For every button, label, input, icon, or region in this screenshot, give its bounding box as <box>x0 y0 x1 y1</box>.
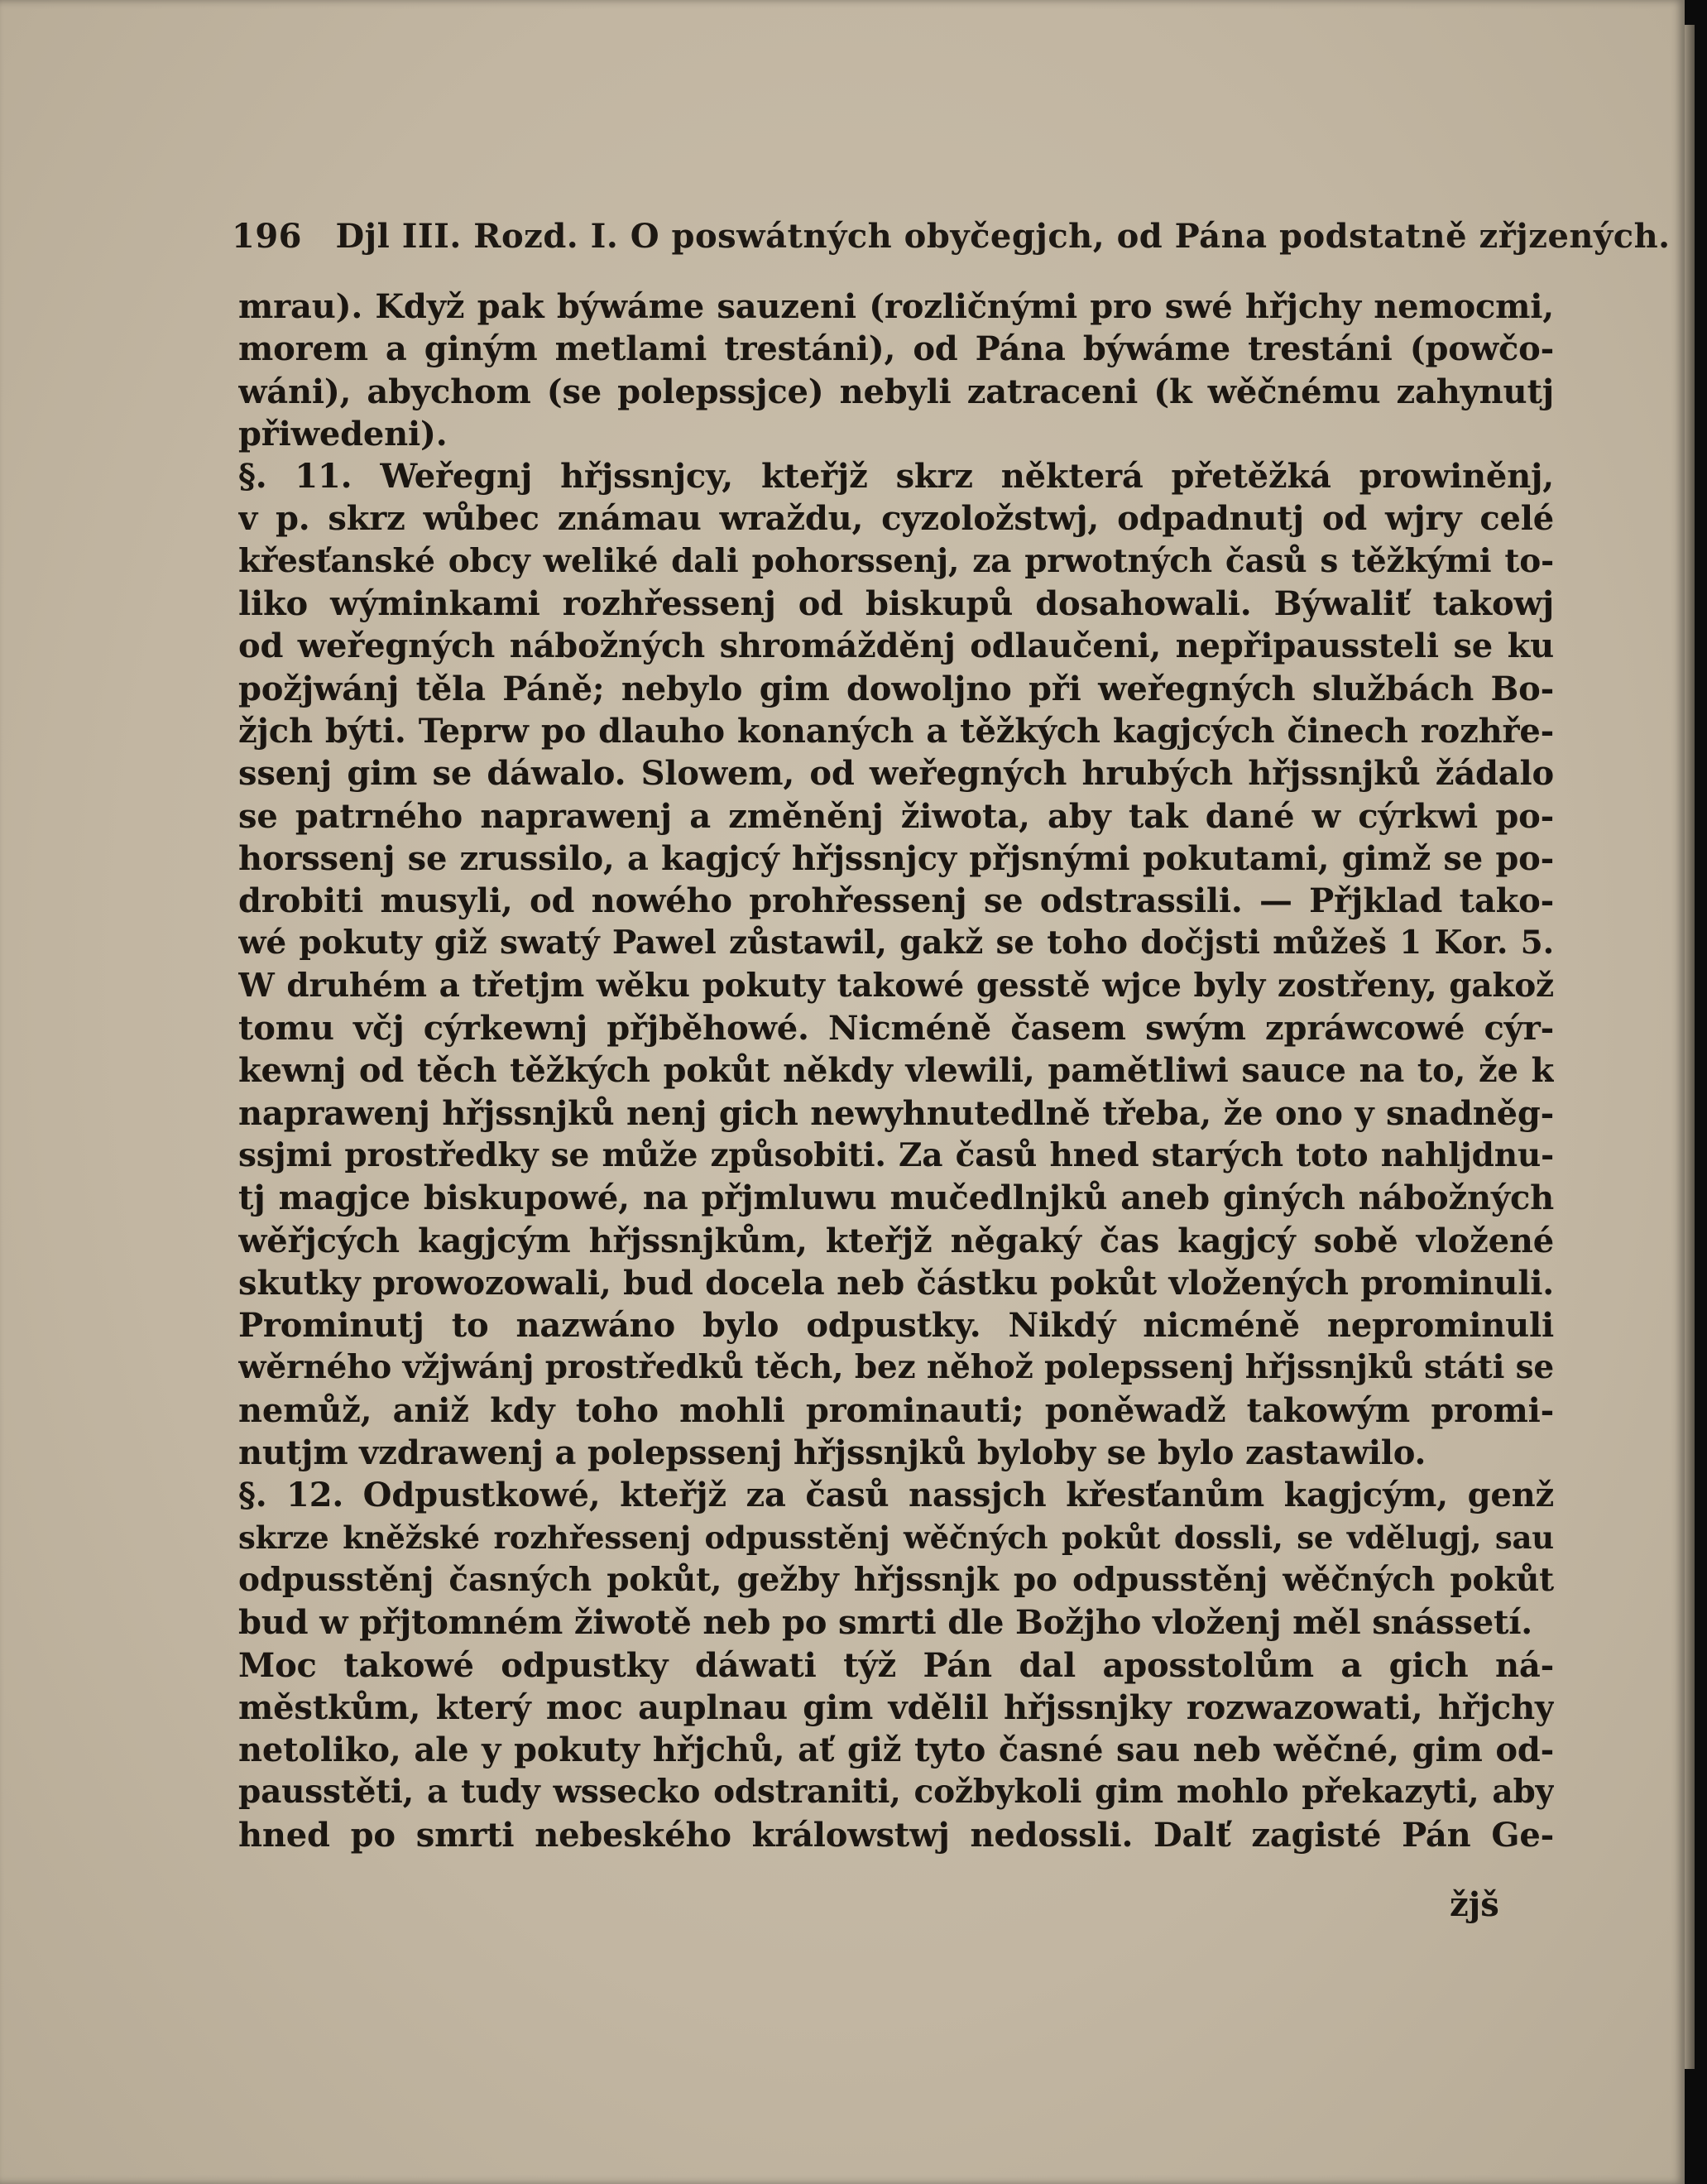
text-line: Moc takowé odpustky dáwati týž Pán dal aposstolům a gich ná- <box>238 1645 1554 1685</box>
text-line: Prominutj to nazwáno bylo odpustky. Nikdý nicméně neprominuli <box>238 1306 1554 1346</box>
text-line: žjch býti. Teprw po dlauho konaných a těžkých kagjcých činech rozhře- <box>238 711 1554 751</box>
text-line: tomu včj cýrkewnj přjběhowé. Nicméně časem swým zpráwcowé cýr- <box>238 1009 1554 1049</box>
text-line: pausstěti, a tudy wssecko odstraniti, cožbykoli gim mohlo překazyti, aby <box>238 1773 1554 1812</box>
text-line: netoliko, ale y pokuty hřjchů, ať giž tyto časné sau neb wěčné, gim od- <box>238 1730 1554 1770</box>
paragraph-11-start: §. 11. Weřegnj hřjssnjcy, kteřjž skrz některá přetěžká prowiněnj, <box>238 457 1554 497</box>
text-line: přiwedeni). <box>238 414 448 454</box>
text-line: morem a giným metlami trestáni), od Pána býwáme trestáni (powčo- <box>238 329 1554 369</box>
text-line: požjwánj těla Páně; nebylo gim dowoljno při weřegných službách Bo- <box>238 669 1554 708</box>
text-line: skutky prowozowali, bud docela neb částku pokůt vložených prominuli. <box>238 1263 1554 1303</box>
text-line: hned po smrti nebeského králowstwj nedossli. Dalť zagisté Pán Ge- <box>238 1815 1554 1855</box>
text-line: ssenj gim se dáwalo. Slowem, od weřegných hrubých hřjssnjků žádalo <box>238 754 1554 794</box>
text-line: wé pokuty giž swatý Pawel zůstawil, gakž se toho dočjsti můžeš 1 Kor. 5. <box>238 924 1554 962</box>
text-line: horssenj se zrussilo, a kagjcý hřjssnjcy přjsnými pokutami, gimž se po- <box>238 838 1554 878</box>
running-title: Djl III. Rozd. I. O poswátných obyčegjch, od Pána podstatně zřjzených. <box>335 217 1671 256</box>
catchword: žjš <box>1450 1885 1499 1924</box>
text-line: mrau). Když pak býwáme sauzeni (rozličnými pro swé hřjchy nemocmi, <box>238 287 1554 326</box>
text-line: wěrného vžjwánj prostředků těch, bez něhož polepssenj hřjssnjků státi se <box>238 1348 1554 1387</box>
text-line: nutjm vzdrawenj a polepssenj hřjssnjků byloby se bylo zastawilo. <box>238 1433 1426 1473</box>
text-line: W druhém a třetjm wěku pokuty takowé gesstě wjce byly zostřeny, gakož <box>238 966 1554 1005</box>
text-line: se patrného naprawenj a změněnj žiwota, aby tak dané w cýrkwi po- <box>238 796 1554 836</box>
page-number: 196 <box>232 217 302 256</box>
text-line: odpusstěnj časných pokůt, gežby hřjssnjk po odpusstěnj wěčných pokůt <box>238 1560 1554 1599</box>
running-header <box>232 217 1671 266</box>
text-line: wěřjcých kagjcým hřjssnjkům, kteřjž něgaký čas kagjcý sobě vložené <box>238 1221 1554 1260</box>
text-line: naprawenj hřjssnjků nenj gich newyhnutedlně třeba, že ono y snadněg- <box>238 1093 1554 1133</box>
text-line: od weřegných nábožných shromážděnj odlaučeni, nepřipaussteli se ku <box>238 626 1554 666</box>
text-line: tj magjce biskupowé, na přjmluwu mučedlnjků aneb giných nábožných <box>238 1178 1554 1218</box>
paragraph-12-start: §. 12. Odpustkowé, kteřjž za časů nassjch křesťanům kagjcým, genž <box>238 1476 1554 1515</box>
text-line: nemůž, aniž kdy toho mohli prominauti; poněwadž takowým promi- <box>238 1390 1554 1430</box>
text-line: wáni), abychom (se polepssjce) nebyli zatraceni (k wěčnému zahynutj <box>238 372 1554 411</box>
page-edge <box>1685 25 1695 2069</box>
text-line: kewnj od těch těžkých pokůt někdy vlewili, pamětliwi sauce na to, že k <box>238 1051 1554 1091</box>
text-line: křesťanské obcy weliké dali pohorssenj, za prwotných časů s těžkými to- <box>238 541 1554 580</box>
text-line: liko wýminkami rozhřessenj od biskupů dosahowali. Býwaliť takowj <box>238 584 1554 624</box>
text-line: drobiti musyli, od nowého prohřessenj se odstrassili. — Přjklad tako- <box>238 881 1554 921</box>
body-text <box>238 286 1554 1856</box>
text-line: skrze kněžské rozhřessenj odpusstěnj wěčných pokůt dossli, se vdělugj, sau <box>238 1519 1554 1556</box>
text-line: bud w přjtomném žiwotě neb po smrti dle Božjho vloženj měl snássetí. <box>238 1603 1533 1643</box>
text-line: městkům, který moc auplnau gim vdělil hřjssnjky rozwazowati, hřjchy <box>238 1687 1554 1727</box>
text-line: ssjmi prostředky se může způsobiti. Za časů hned starých toto nahljdnu- <box>238 1135 1554 1174</box>
text-line: v p. skrz wůbec známau wraždu, cyzoložstwj, odpadnutj od wjry celé <box>238 499 1554 539</box>
